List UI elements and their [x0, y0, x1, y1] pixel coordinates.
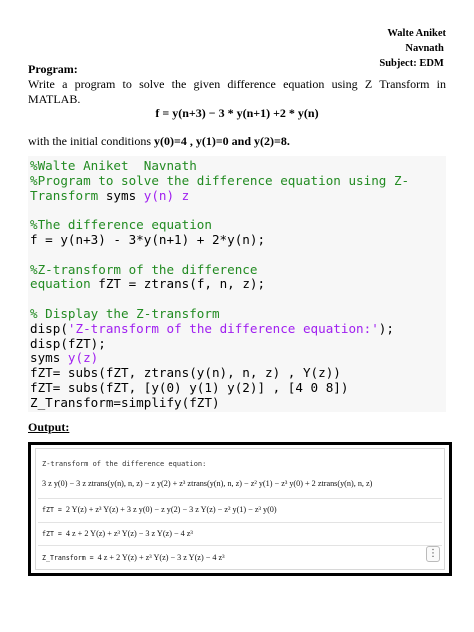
matlab-code-block — [28, 156, 446, 412]
output-fzt-value-1: 2 Y(z) + z³ Y(z) + 3 z y(0) − z y(2) − 3 z Y(z) − z² y(1) − z³ y(0) — [65, 505, 277, 514]
output-divider — [38, 545, 442, 546]
code-line — [30, 159, 446, 174]
code-string: y(n) z — [143, 187, 190, 203]
code-line — [30, 189, 446, 204]
output-fzt-line-1 — [42, 505, 277, 514]
code-text: f = y(n+3) - 3*y(n+1) + 2*y(n); — [30, 231, 266, 247]
code-line — [30, 396, 446, 411]
output-title: Z-transform of the difference equation: — [42, 460, 207, 468]
author-name-line1: Walte Aniket — [387, 28, 446, 39]
output-ztransform-label: Z_Transform = — [42, 554, 98, 562]
code-comment: Transform — [30, 187, 99, 203]
code-text: fZT= subs(fZT, [y(0) y(1) y(2)] , [4 0 8]) — [30, 379, 349, 395]
code-line — [30, 233, 446, 248]
subject-label: Subject: EDM — [379, 58, 444, 69]
output-fzt-label-2: fZT = — [42, 530, 66, 538]
initial-conditions — [28, 134, 290, 149]
code-text: disp(fZT); — [30, 335, 106, 351]
output-ztransform-result — [42, 553, 225, 562]
code-comment: % Display the Z-transform — [30, 305, 220, 321]
code-text: syms — [98, 187, 144, 203]
code-line — [30, 337, 446, 352]
conditions-prefix: with the initial conditions — [28, 134, 154, 148]
code-string: 'Z-transform of the difference equation:' — [67, 320, 379, 336]
code-text: fZT = ztrans(f, n, z); — [90, 276, 266, 292]
code-line — [30, 366, 446, 381]
code-line — [30, 307, 446, 322]
code-text: syms — [30, 350, 68, 366]
vertical-ellipsis-icon[interactable]: ⋮ — [426, 546, 440, 562]
author-header — [379, 26, 446, 71]
code-line — [30, 203, 446, 218]
output-divider — [38, 498, 442, 499]
output-fzt-label-1: fZT = — [42, 506, 66, 514]
code-string: y(z) — [67, 350, 99, 366]
program-description: Write a program to solve the given difference equation using Z Transform in MATLAB. — [28, 77, 446, 106]
output-heading: Output: — [28, 420, 70, 434]
output-ztransform-value: 4 z + 2 Y(z) + z³ Y(z) − 3 z Y(z) − 4 z³ — [97, 553, 225, 562]
output-fzt-line-2 — [42, 529, 193, 538]
program-heading: Program: — [28, 62, 78, 76]
code-line — [30, 277, 446, 292]
matlab-output-panel — [35, 448, 445, 570]
code-comment: %Program to solve the difference equation using Z- — [30, 172, 410, 188]
code-line — [30, 292, 446, 307]
code-line — [30, 174, 446, 189]
difference-equation: f = y(n+3) − 3 * y(n+1) +2 * y(n) — [155, 106, 319, 120]
code-text: disp( — [30, 320, 68, 336]
code-text: ); — [378, 320, 394, 336]
code-text: Z_Transform=simplify(fZT) — [30, 394, 220, 410]
output-screenshot-frame — [28, 442, 452, 576]
output-fzt-value-2: 4 z + 2 Y(z) + z³ Y(z) − 3 z Y(z) − 4 z³ — [65, 529, 193, 538]
code-text: fZT= subs(fZT, ztrans(y(n), n, z) , Y(z)) — [30, 365, 341, 381]
code-comment: %Z-transform of the difference — [30, 261, 258, 277]
code-comment: equation — [30, 276, 91, 292]
output-divider — [38, 522, 442, 523]
output-ztransform-expression: 3 z y(0) − 3 z ztrans(y(n), n, z) − z y(2) + z³ ztrans(y(n), n, z) − z² y(1) − z³ y(0) + 2 ztrans(y(n), n, z) — [42, 479, 373, 488]
conditions-values: y(0)=4 , y(1)=0 and y(2)=8. — [154, 134, 290, 148]
code-line — [30, 322, 446, 337]
author-name-line2: Navnath — [405, 43, 444, 54]
code-line — [30, 218, 446, 233]
code-line — [30, 381, 446, 396]
code-line — [30, 351, 446, 366]
code-line — [30, 263, 446, 278]
code-comment: %The difference equation — [30, 217, 212, 233]
code-comment: %Walte Aniket Navnath — [30, 158, 197, 173]
code-line — [30, 248, 446, 263]
